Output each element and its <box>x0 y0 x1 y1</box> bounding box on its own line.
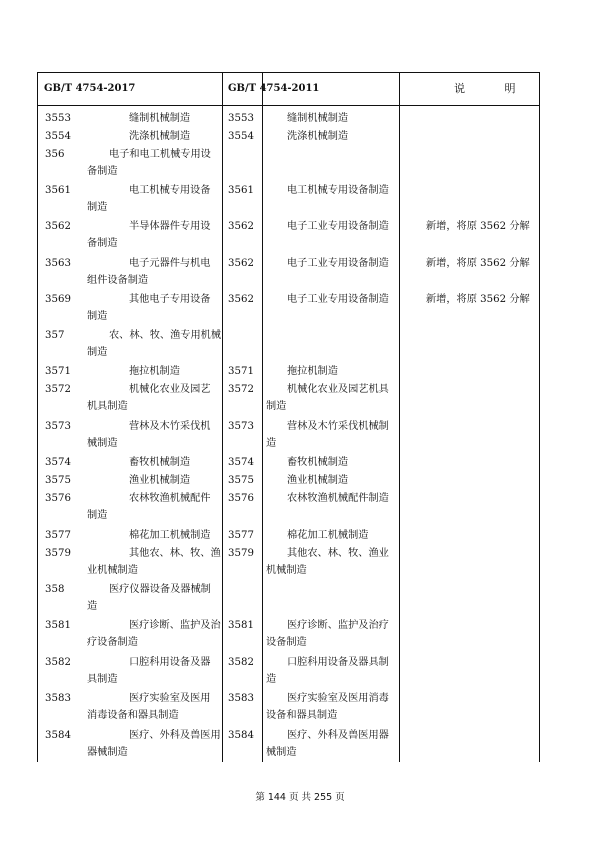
name-2011-line: 棉花加工机械制造 <box>287 530 369 541</box>
name-2011 <box>266 418 396 452</box>
code-2017: 3562 <box>45 221 71 232</box>
name-2017 <box>87 490 219 524</box>
code-2011: 3574 <box>228 457 254 468</box>
header-divider <box>37 105 540 106</box>
code-2011: 3562 <box>228 221 254 232</box>
header-note: 说 明 <box>454 82 534 95</box>
name-2017 <box>87 654 219 688</box>
name-2017 <box>87 218 219 252</box>
name-2017-line: 农、林、牧、渔专用机械 <box>109 330 222 341</box>
code-2017: 3583 <box>45 693 71 704</box>
code-2017: 3582 <box>45 657 71 668</box>
code-2017: 357 <box>45 330 65 341</box>
name-2011-line: 农林牧渔机械配件制造 <box>287 493 389 504</box>
name-2011-line: 机械制造 <box>266 565 307 576</box>
name-2011 <box>266 727 396 761</box>
code-2017: 3577 <box>45 530 71 541</box>
name-2017-line: 医疗仪器设备及器械制 <box>109 584 211 595</box>
name-2017-line: 制造 <box>87 311 108 322</box>
name-2017-line: 医疗、外科及兽医用 <box>129 730 221 741</box>
name-2017 <box>87 690 219 724</box>
name-2011-line: 营林及木竹采伐机械制 <box>287 421 389 432</box>
name-2017 <box>87 110 219 127</box>
name-2011-line: 电工机械专用设备制造 <box>287 185 389 196</box>
note-text: 新增，将原 3562 分解 <box>426 221 530 232</box>
name-2017-line: 制造 <box>87 202 108 213</box>
code-2011: 3575 <box>228 475 254 486</box>
code-2011: 3561 <box>228 185 254 196</box>
name-2017 <box>87 581 219 615</box>
name-2017-line: 机械化农业及园艺 <box>129 384 211 395</box>
name-2011-line: 电子工业专用设备制造 <box>287 294 389 305</box>
name-2011-line: 缝制机械制造 <box>287 113 349 124</box>
code-2017: 3576 <box>45 493 71 504</box>
code-2017: 3554 <box>45 131 71 142</box>
code-2011: 3576 <box>228 493 254 504</box>
name-2011-line: 洗涤机械制造 <box>287 131 349 142</box>
name-2011-line: 设备和器具制造 <box>266 710 338 721</box>
name-2011 <box>266 381 396 415</box>
code-2017: 3563 <box>45 258 71 269</box>
column-divider-1 <box>222 72 223 762</box>
name-2011-line: 制造 <box>266 401 287 412</box>
name-2011-line: 拖拉机制造 <box>287 366 338 377</box>
code-2017: 3579 <box>45 548 71 559</box>
name-2017-line: 畜牧机械制造 <box>129 457 191 468</box>
column-divider-3 <box>399 72 400 762</box>
name-2011-line: 设备制造 <box>266 637 307 648</box>
name-2011 <box>266 182 396 199</box>
code-2011: 3571 <box>228 366 254 377</box>
name-2017-line: 农林牧渔机械配件 <box>129 493 211 504</box>
name-2017-line: 机具制造 <box>87 401 128 412</box>
name-2011-line: 机械化农业及园艺机具 <box>287 384 389 395</box>
name-2011 <box>266 110 396 127</box>
name-2017-line: 口腔科用设备及器 <box>129 657 211 668</box>
code-2017: 3571 <box>45 366 71 377</box>
code-2017: 3561 <box>45 185 71 196</box>
name-2011 <box>266 617 396 651</box>
name-2017-line: 医疗实验室及医用 <box>129 693 211 704</box>
code-2017: 3575 <box>45 475 71 486</box>
name-2017-line: 组件设备制造 <box>87 275 149 286</box>
name-2017 <box>87 255 219 289</box>
name-2011-line: 医疗实验室及医用消毒 <box>287 693 389 704</box>
name-2017-line: 洗涤机械制造 <box>129 131 191 142</box>
name-2017 <box>87 291 219 325</box>
code-2017: 356 <box>45 149 65 160</box>
code-2011: 3572 <box>228 384 254 395</box>
name-2011-line: 造 <box>266 674 277 685</box>
name-2017-line: 其他农、林、牧、渔 <box>129 548 221 559</box>
code-2017: 3572 <box>45 384 71 395</box>
name-2017 <box>87 128 219 145</box>
name-2011 <box>266 654 396 688</box>
code-2017: 3574 <box>45 457 71 468</box>
name-2017-line: 业机械制造 <box>87 565 138 576</box>
name-2011 <box>266 490 396 507</box>
header-gb2017: GB/T 4754-2017 <box>44 83 136 94</box>
code-2017: 3573 <box>45 421 71 432</box>
name-2011-line: 造 <box>266 438 277 449</box>
name-2017-line: 制造 <box>87 510 108 521</box>
code-2011: 3562 <box>228 294 254 305</box>
name-2017 <box>87 381 219 415</box>
note-text: 新增，将原 3562 分解 <box>426 294 530 305</box>
code-2011: 3582 <box>228 657 254 668</box>
name-2017-line: 具制造 <box>87 674 118 685</box>
name-2011-line: 械制造 <box>266 747 297 758</box>
code-2011: 3584 <box>228 730 254 741</box>
code-2011: 3583 <box>228 693 254 704</box>
name-2011-line: 电子工业专用设备制造 <box>287 221 389 232</box>
name-2017-line: 半导体器件专用设 <box>129 221 211 232</box>
name-2011-line: 畜牧机械制造 <box>287 457 349 468</box>
code-2017: 358 <box>45 584 65 595</box>
name-2017-line: 医疗诊断、监护及治 <box>129 620 221 631</box>
name-2017 <box>87 146 219 180</box>
header-gb2011: GB/T 4754-2011 <box>228 83 320 94</box>
page-footer: 第 144 页 共 255 页 <box>255 792 345 803</box>
name-2017-line: 疗设备制造 <box>87 637 138 648</box>
name-2017-line: 其他电子专用设备 <box>129 294 211 305</box>
name-2011-line: 其他农、林、牧、渔业 <box>287 548 389 559</box>
name-2017 <box>87 617 219 651</box>
name-2017-line: 备制造 <box>87 238 118 249</box>
code-2011: 3577 <box>228 530 254 541</box>
name-2017-line: 械制造 <box>87 438 118 449</box>
name-2017-line: 电工机械专用设备 <box>129 185 211 196</box>
name-2011 <box>266 363 396 380</box>
name-2017-line: 电子和电工机械专用设 <box>109 149 211 160</box>
name-2017-line: 拖拉机制造 <box>129 366 180 377</box>
name-2017 <box>87 454 219 471</box>
name-2017-line: 营林及木竹采伐机 <box>129 421 211 432</box>
code-2011: 3554 <box>228 131 254 142</box>
name-2017-line: 备制造 <box>87 166 118 177</box>
code-2017: 3584 <box>45 730 71 741</box>
name-2011-line: 口腔科用设备及器具制 <box>287 657 389 668</box>
code-2017: 3553 <box>45 113 71 124</box>
name-2011 <box>266 545 396 579</box>
name-2017-line: 缝制机械制造 <box>129 113 191 124</box>
name-2017 <box>87 545 219 579</box>
name-2017 <box>87 727 219 761</box>
name-2017 <box>87 472 219 489</box>
name-2011 <box>266 218 396 235</box>
name-2011 <box>266 472 396 489</box>
note-text: 新增，将原 3562 分解 <box>426 258 530 269</box>
name-2017 <box>87 182 219 216</box>
name-2011-line: 医疗诊断、监护及治疗 <box>287 620 389 631</box>
code-2017: 3569 <box>45 294 71 305</box>
code-2011: 3573 <box>228 421 254 432</box>
code-2011: 3553 <box>228 113 254 124</box>
name-2017 <box>87 527 219 544</box>
name-2011 <box>266 291 396 308</box>
name-2017-line: 棉花加工机械制造 <box>129 530 211 541</box>
name-2011 <box>266 454 396 471</box>
name-2011-line: 渔业机械制造 <box>287 475 349 486</box>
code-2011: 3562 <box>228 258 254 269</box>
name-2017 <box>87 418 219 452</box>
name-2011 <box>266 128 396 145</box>
name-2017-line: 消毒设备和器具制造 <box>87 710 179 721</box>
code-2017: 3581 <box>45 620 71 631</box>
name-2017 <box>87 363 219 380</box>
name-2017-line: 电子元器件与机电 <box>129 258 211 269</box>
name-2017-line: 渔业机械制造 <box>129 475 191 486</box>
name-2011-line: 医疗、外科及兽医用器 <box>287 730 389 741</box>
name-2011-line: 电子工业专用设备制造 <box>287 258 389 269</box>
name-2011 <box>266 690 396 724</box>
code-2011: 3579 <box>228 548 254 559</box>
name-2011 <box>266 255 396 272</box>
name-2017-line: 制造 <box>87 347 108 358</box>
name-2011 <box>266 527 396 544</box>
name-2017 <box>87 327 222 361</box>
code-2011: 3581 <box>228 620 254 631</box>
name-2017-line: 造 <box>87 601 98 612</box>
name-2017-line: 器械制造 <box>87 747 128 758</box>
